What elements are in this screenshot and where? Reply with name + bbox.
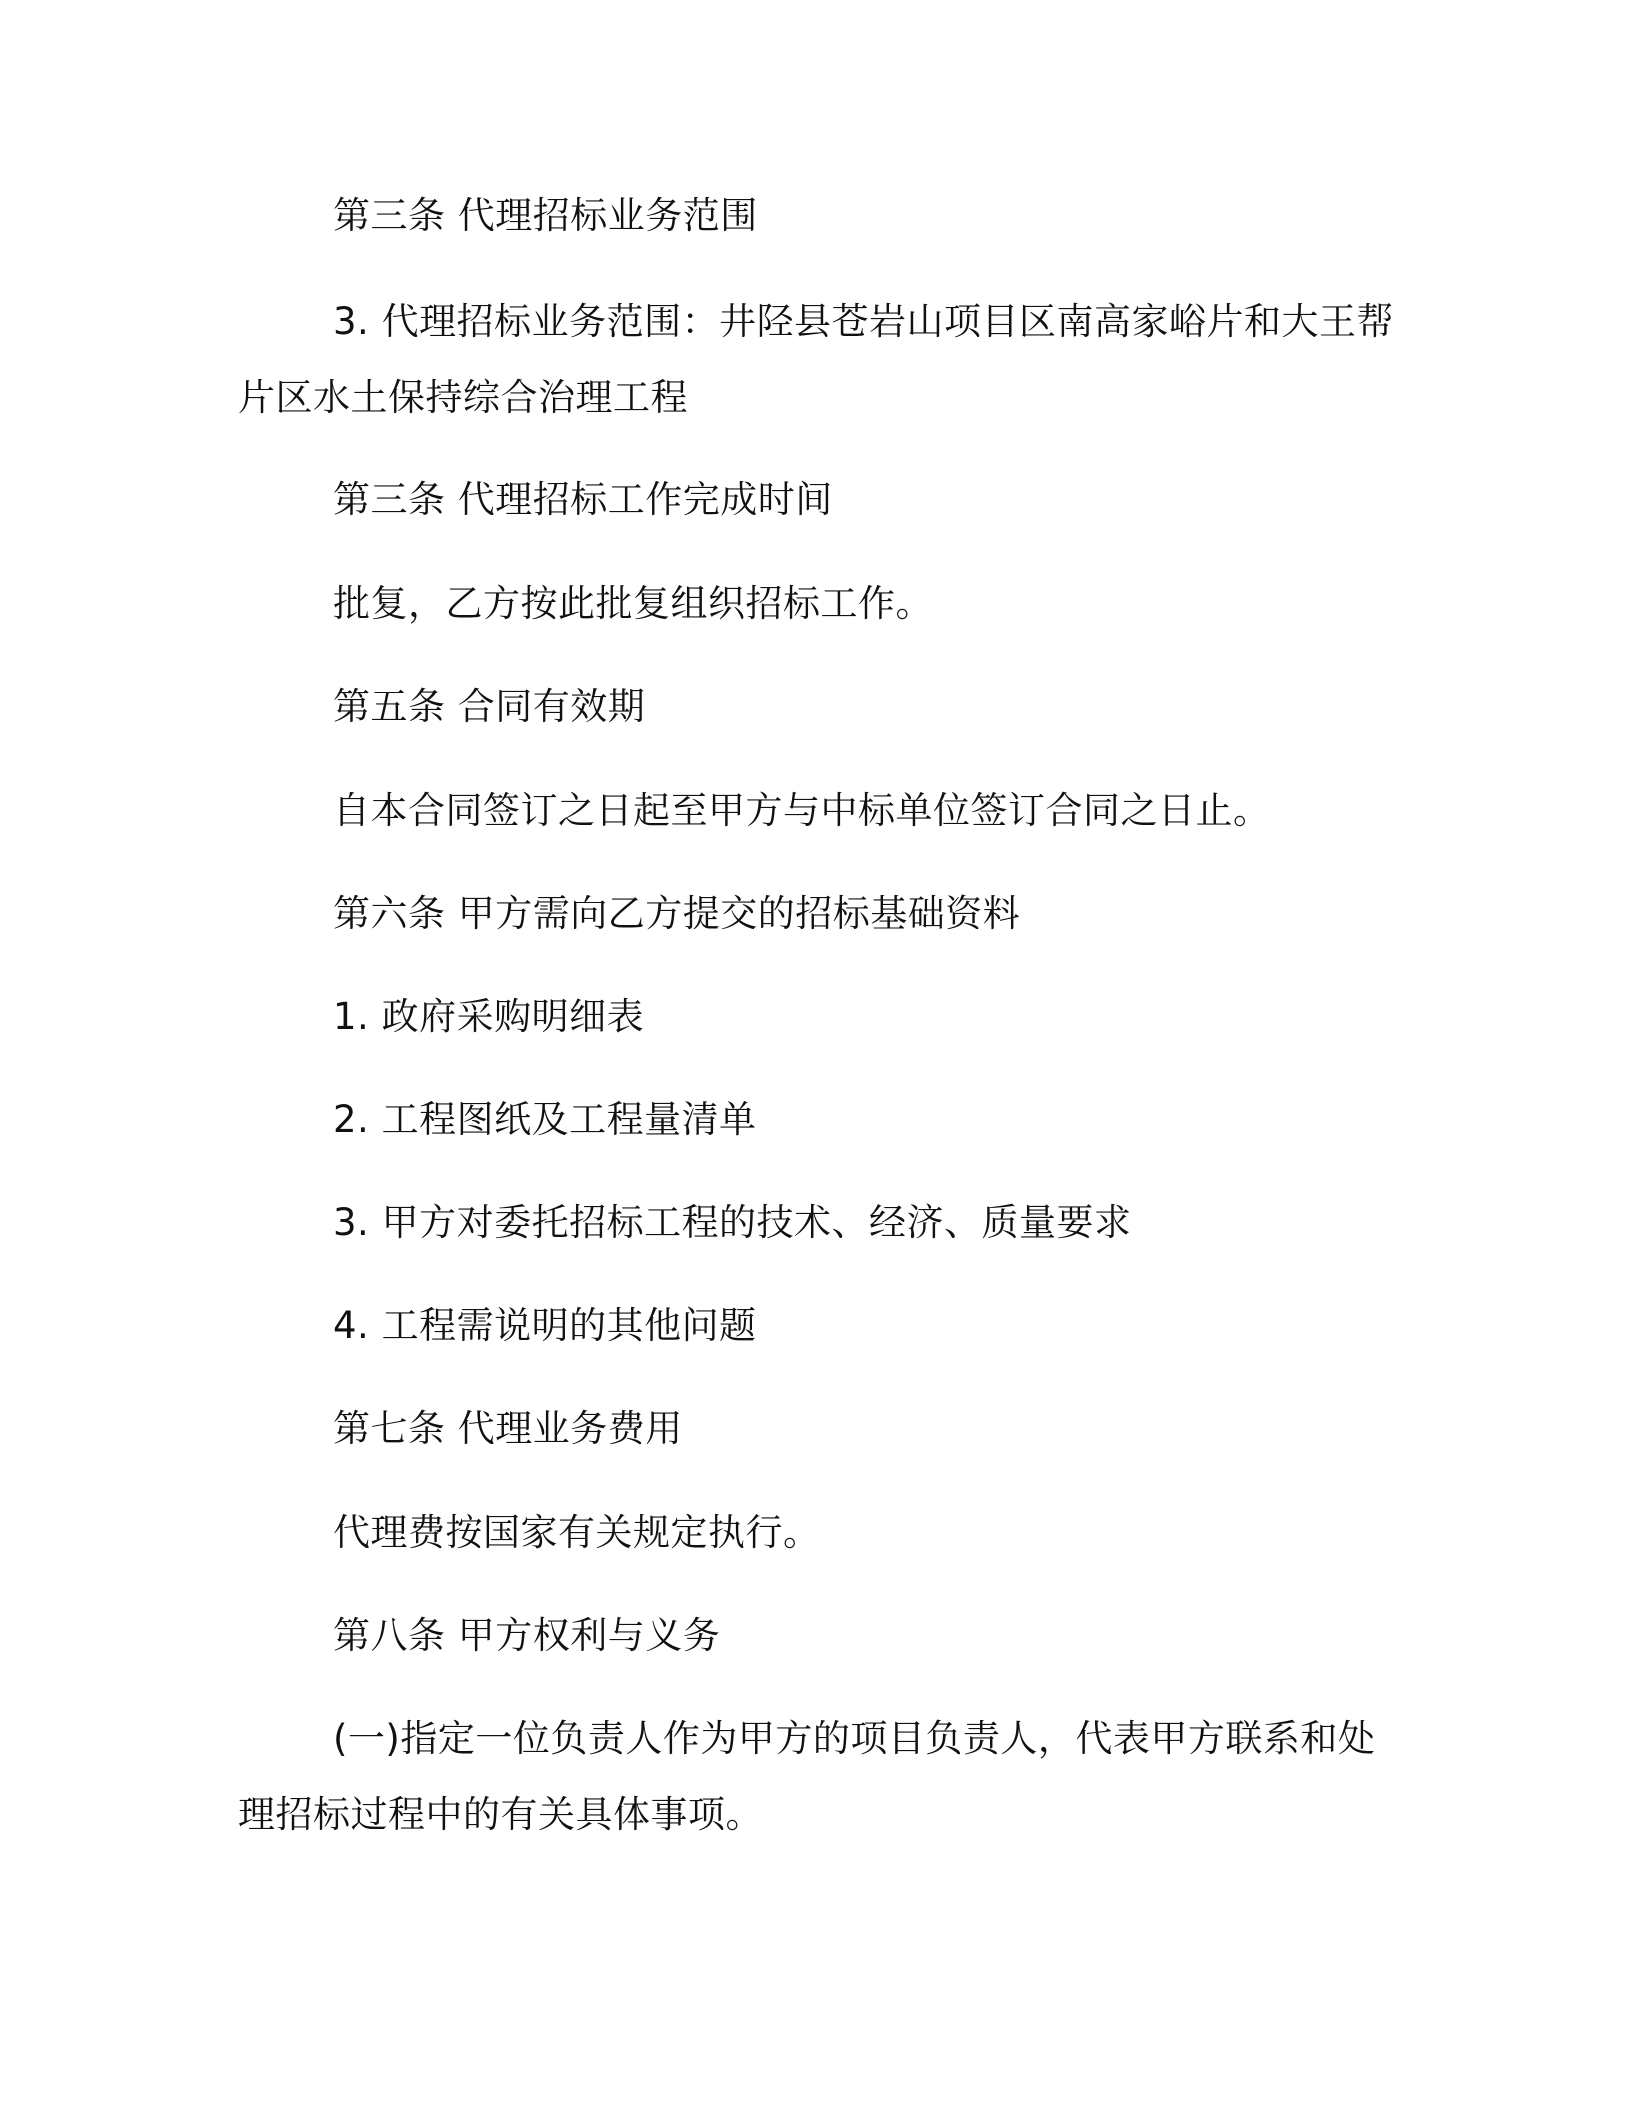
paragraph-validity: 自本合同签订之日起至甲方与中标单位签订合同之日止。	[333, 789, 1271, 832]
list-item-4: 4. 工程需说明的其他问题	[333, 1304, 757, 1347]
paragraph-scope-line-2: 片区水土保持综合治理工程	[238, 376, 688, 419]
article-heading-materials: 第六条 甲方需向乙方提交的招标基础资料	[333, 892, 1021, 935]
paragraph-approval: 批复，乙方按此批复组织招标工作。	[333, 582, 933, 625]
article-heading-completion-time: 第三条 代理招标工作完成时间	[333, 478, 833, 521]
list-item-2: 2. 工程图纸及工程量清单	[333, 1098, 757, 1141]
paragraph-rights-line-2: 理招标过程中的有关具体事项。	[238, 1793, 763, 1836]
article-heading-scope: 第三条 代理招标业务范围	[333, 194, 758, 237]
article-heading-rights: 第八条 甲方权利与义务	[333, 1614, 721, 1657]
article-heading-validity: 第五条 合同有效期	[333, 685, 646, 728]
paragraph-rights-line-1: (一)指定一位负责人作为甲方的项目负责人，代表甲方联系和处	[333, 1717, 1376, 1760]
paragraph-scope-line-1: 3. 代理招标业务范围：井陉县苍岩山项目区南高家峪片和大王帮	[333, 300, 1395, 343]
list-item-3: 3. 甲方对委托招标工程的技术、经济、质量要求	[333, 1201, 1132, 1244]
article-heading-fees: 第七条 代理业务费用	[333, 1407, 683, 1450]
list-item-1: 1. 政府采购明细表	[333, 995, 645, 1038]
paragraph-fees: 代理费按国家有关规定执行。	[333, 1511, 821, 1554]
